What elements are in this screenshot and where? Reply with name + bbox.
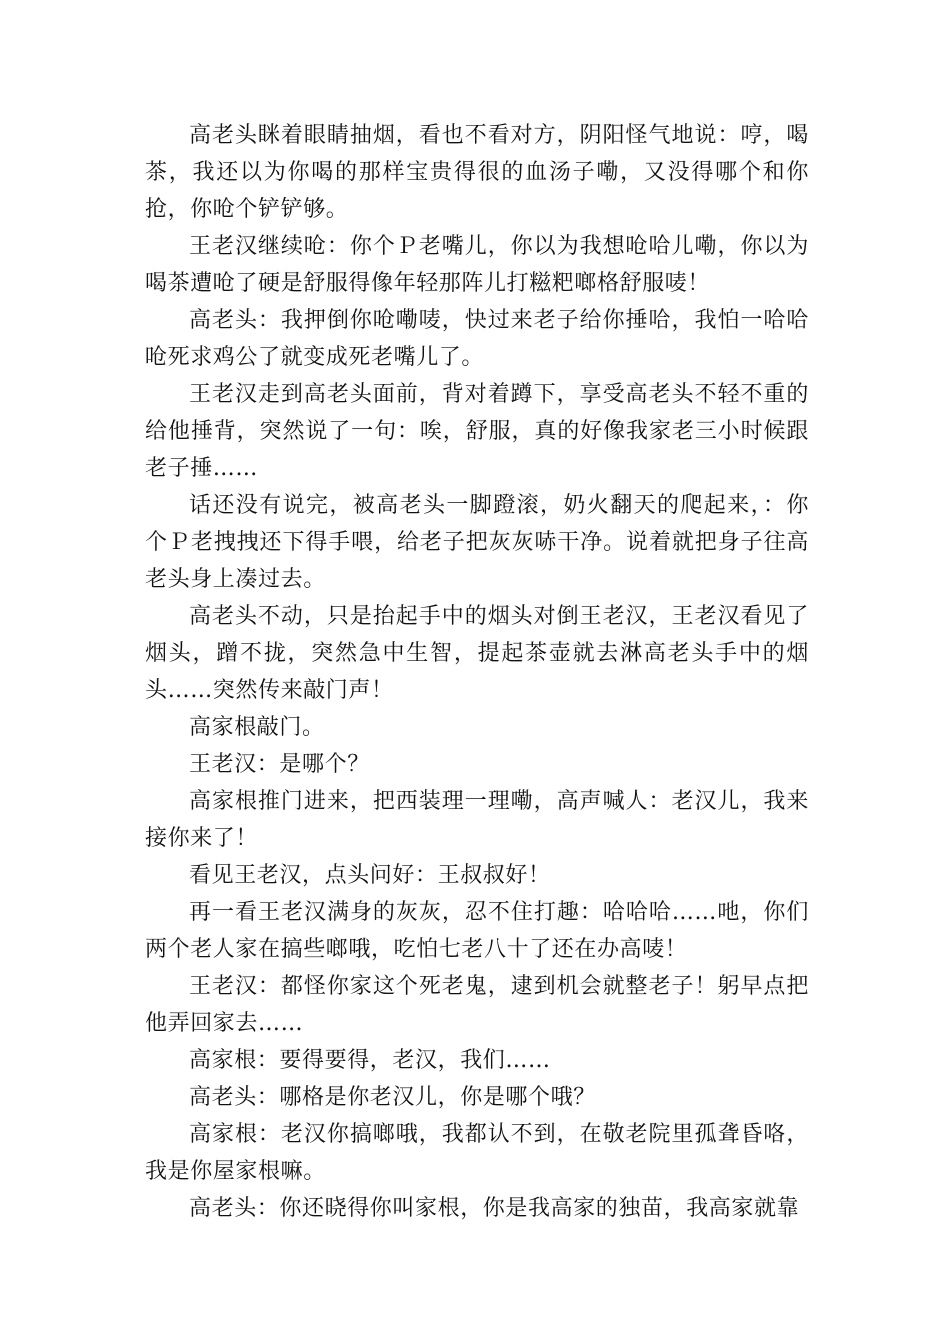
- paragraph: 高老头：哪格是你老汉儿，你是哪个哦？: [189, 1085, 596, 1110]
- paragraph: 王老汉：都怪你家这个死老鬼，逮到机会就整老子！躬早点把他弄回家去……: [145, 974, 809, 1036]
- paragraph: 话还没有说完，被高老头一脚蹬滚，奶火翻天的爬起来，：你个Ｐ老拽拽还下得手喂，给老子把灰灰哧干净。说着就把身子往高老头身上凑过去。: [145, 493, 809, 592]
- paragraph: 高老头：你还晓得你叫家根，你是我高家的独苗，我高家就靠: [189, 1196, 800, 1221]
- paragraph: 高家根推门进来，把西装理一理嘞，高声喊人：老汉儿，我来接你来了！: [145, 789, 809, 851]
- paragraph: 看见王老汉，点头问好：王叔叔好！: [189, 863, 551, 888]
- paragraph: 高家根敲门。: [189, 715, 325, 740]
- document-body: [145, 117, 809, 1227]
- paragraph: 高老头不动，只是抬起手中的烟头对倒王老汉，王老汉看见了烟头，蹭不拢，突然急中生智，提起茶壶就去淋高老头手中的烟头……突然传来敲门声！: [145, 604, 809, 703]
- paragraph: 高家根：老汉你搞啷哦，我都认不到，在敬老院里孤聋昏咯，我是你屋家根嘛。: [145, 1122, 809, 1184]
- paragraph: 高老头眯着眼睛抽烟，看也不看对方，阴阳怪气地说：哼，喝茶，我还以为你喝的那样宝贵得很的血汤子嘞，又没得哪个和你抢，你呛个铲铲够。: [145, 123, 809, 222]
- paragraph: 高家根：要得要得，老汉，我们……: [189, 1048, 551, 1073]
- paragraph: 王老汉走到高老头面前，背对着蹲下，享受高老头不轻不重的给他捶背，突然说了一句：唉，舒服，真的好像我家老三小时候跟老子捶……: [145, 382, 809, 481]
- paragraph: 王老汉继续呛：你个Ｐ老嘴儿，你以为我想呛哈儿嘞，你以为喝茶遭呛了硬是舒服得像年轻那阵儿打糍粑啷格舒服唛！: [145, 234, 809, 296]
- paragraph: 王老汉：是哪个？: [189, 752, 370, 777]
- paragraph: 再一看王老汉满身的灰灰，忍不住打趣：哈哈哈……吔，你们两个老人家在搞些啷哦，吃怕七老八十了还在办高唛！: [145, 900, 809, 962]
- paragraph: 高老头：我押倒你呛嘞唛，快过来老子给你捶哈，我怕一哈哈呛死求鸡公了就变成死老嘴儿了。: [145, 308, 809, 370]
